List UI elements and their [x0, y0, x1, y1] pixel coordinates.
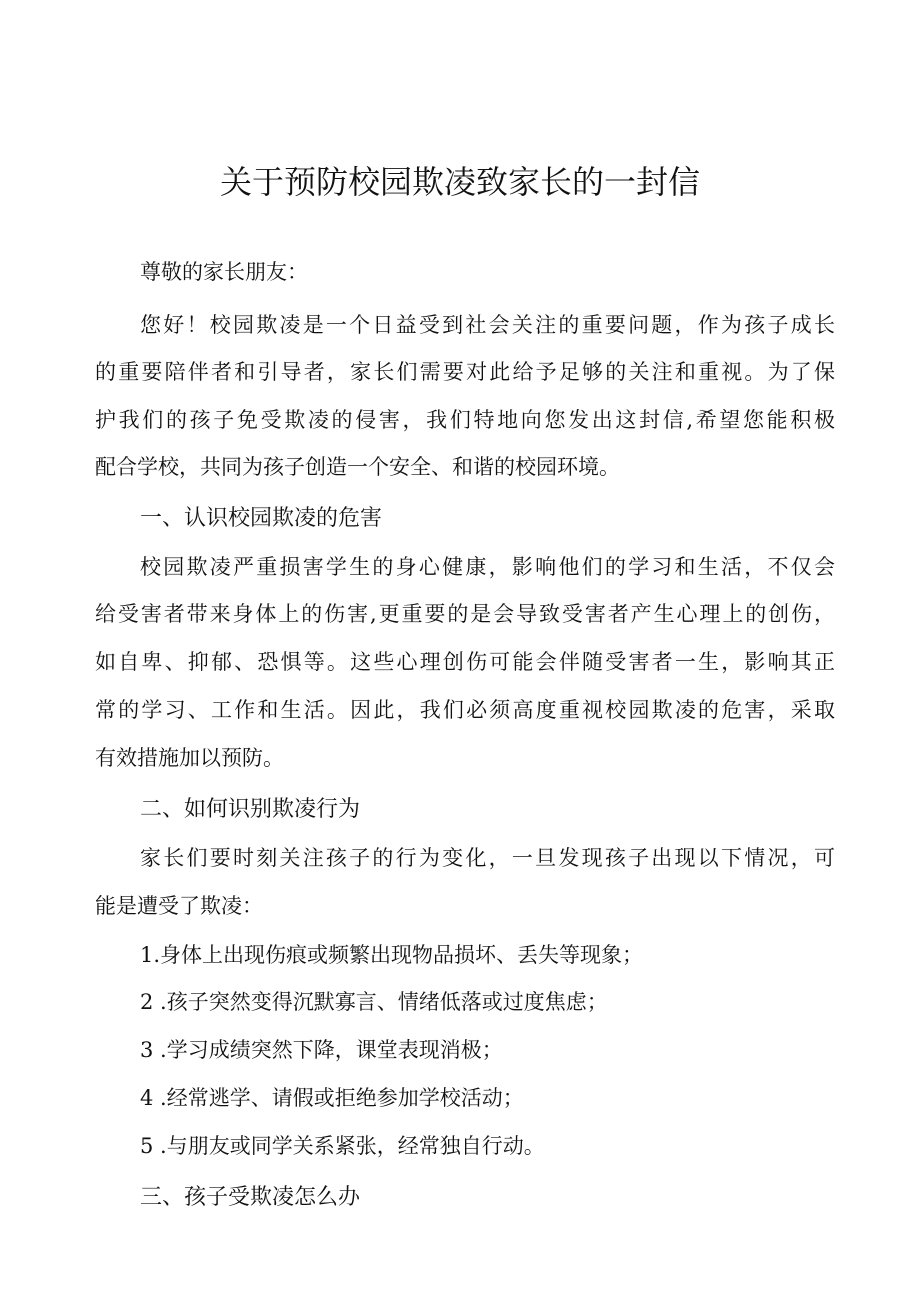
section-heading: 二、如何识别欺凌行为: [140, 797, 361, 822]
list-item: 5 .与朋友或同学关系紧张，经常独自行动。: [140, 1134, 545, 1158]
intro-line: 您好！校园欺凌是一个日益受到社会关注的重要问题，作为孩子成长: [140, 313, 835, 337]
list-item: 4 .经常逃学、请假或拒绝参加学校活动；: [140, 1086, 524, 1110]
intro-line: 护我们的孩子免受欺凌的侵害，我们特地向您发出这封信,希望您能积极: [95, 408, 835, 432]
salutation: 尊敬的家长朋友：: [140, 260, 308, 284]
paragraph-line: 有效措施加以预防。: [95, 746, 284, 770]
list-item: 3 .学习成绩突然下降，课堂表现消极；: [140, 1038, 503, 1062]
section-heading: 三、孩子受欺凌怎么办: [140, 1185, 361, 1210]
paragraph-line: 家长们要时刻关注孩子的行为变化，一旦发现孩子出现以下情况，可: [140, 846, 835, 870]
paragraph-line: 能是遭受了欺凌：: [95, 894, 263, 918]
intro-line: 的重要陪伴者和引导者，家长们需要对此给予足够的关注和重视。为了保: [95, 360, 835, 384]
list-item: 2 .孩子突然变得沉默寡言、情绪低落或过度焦虑；: [140, 990, 608, 1014]
paragraph-line: 如自卑、抑郁、恐惧等。这些心理创伤可能会伴随受害者一生，影响其正: [95, 650, 835, 674]
list-item: 1.身体上出现伤痕或频繁出现物品损坏、丢失等现象；: [140, 943, 644, 967]
document-title: 关于预防校园欺凌致家长的一封信: [219, 163, 700, 201]
paragraph-line: 校园欺凌严重损害学生的身心健康，影响他们的学习和生活，不仅会: [140, 555, 835, 579]
paragraph-line: 常的学习、工作和生活。因此，我们必须高度重视校园欺凌的危害，采取: [95, 698, 835, 722]
intro-line: 配合学校，共同为孩子创造一个安全、和谐的校园环境。: [95, 455, 620, 479]
section-heading: 一、认识校园欺凌的危害: [140, 506, 383, 531]
paragraph-line: 给受害者带来身体上的伤害,更重要的是会导致受害者产生心理上的创伤，: [95, 602, 835, 626]
